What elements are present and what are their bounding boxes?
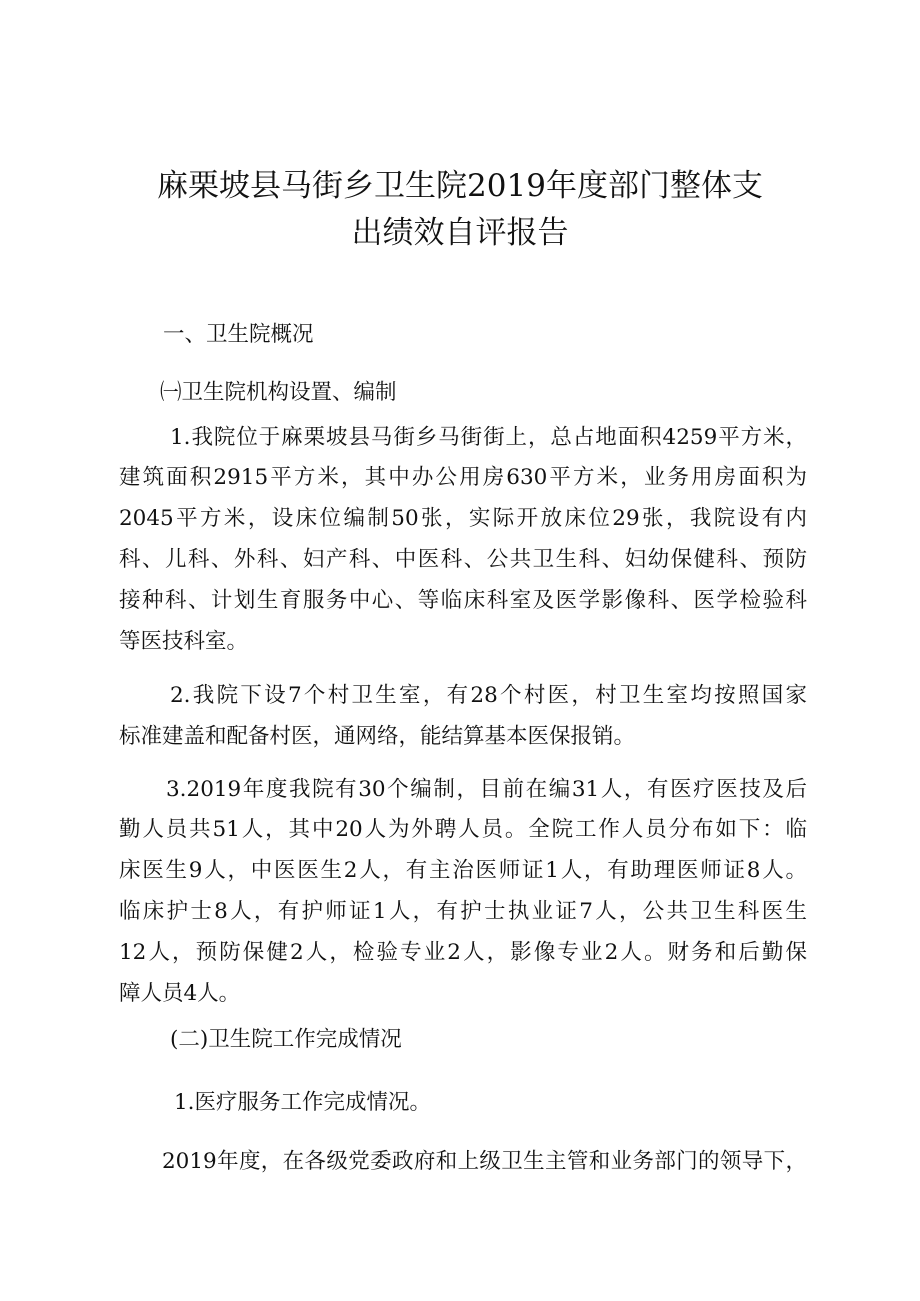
paragraph-line: 12人，预防保健2人，检验专业2人，影像专业2人。财务和后勤保: [119, 940, 807, 965]
document-title-line-1: 麻栗坡县马街乡卫生院2019年度部门整体支: [157, 168, 763, 204]
paragraph-line: 等医技科室。: [119, 629, 249, 654]
paragraph-line: 科、儿科、外科、妇产科、中医科、公共卫生科、妇幼保健科、预防: [119, 547, 807, 572]
paragraph-line: 1.我院位于麻栗坡县马街乡马街街上，总占地面积4259平方米，: [170, 425, 807, 450]
paragraph-line: 3.2019年度我院有30个编制，目前在编31人，有医疗医技及后: [166, 777, 807, 802]
document-title-line-2: 出绩效自评报告: [351, 215, 569, 251]
subsection-heading-work-status: (二)卫生院工作完成情况: [170, 1027, 402, 1052]
item-heading-medical-service: 1.医疗服务工作完成情况。: [174, 1090, 432, 1115]
section-heading-overview: 一、卫生院概况: [163, 322, 314, 347]
paragraph-line: 勤人员共51人，其中20人为外聘人员。全院工作人员分布如下：临: [119, 817, 807, 842]
paragraph-line: 建筑面积2915平方米，其中办公用房630平方米，业务用房面积为: [119, 465, 807, 490]
paragraph-line: 2045平方米，设床位编制50张，实际开放床位29张，我院设有内: [119, 506, 807, 531]
paragraph-line: 床医生9人，中医医生2人，有主治医师证1人，有助理医师证8人。: [119, 858, 807, 883]
paragraph-line: 障人员4人。: [119, 981, 241, 1006]
paragraph-line: 临床护士8人，有护师证1人，有护士执业证7人，公共卫生科医生: [119, 899, 807, 924]
subsection-heading-organization: ㈠卫生院机构设置、编制: [160, 380, 397, 405]
paragraph-line: 2.我院下设7个村卫生室，有28个村医，村卫生室均按照国家: [170, 683, 807, 708]
paragraph-line: 标准建盖和配备村医，通网络，能结算基本医保报销。: [119, 724, 636, 749]
paragraph-line: 2019年度，在各级党委政府和上级卫生主管和业务部门的领导下，: [162, 1149, 807, 1174]
paragraph-line: 接种科、计划生育服务中心、等临床科室及医学影像科、医学检验科: [119, 588, 807, 613]
